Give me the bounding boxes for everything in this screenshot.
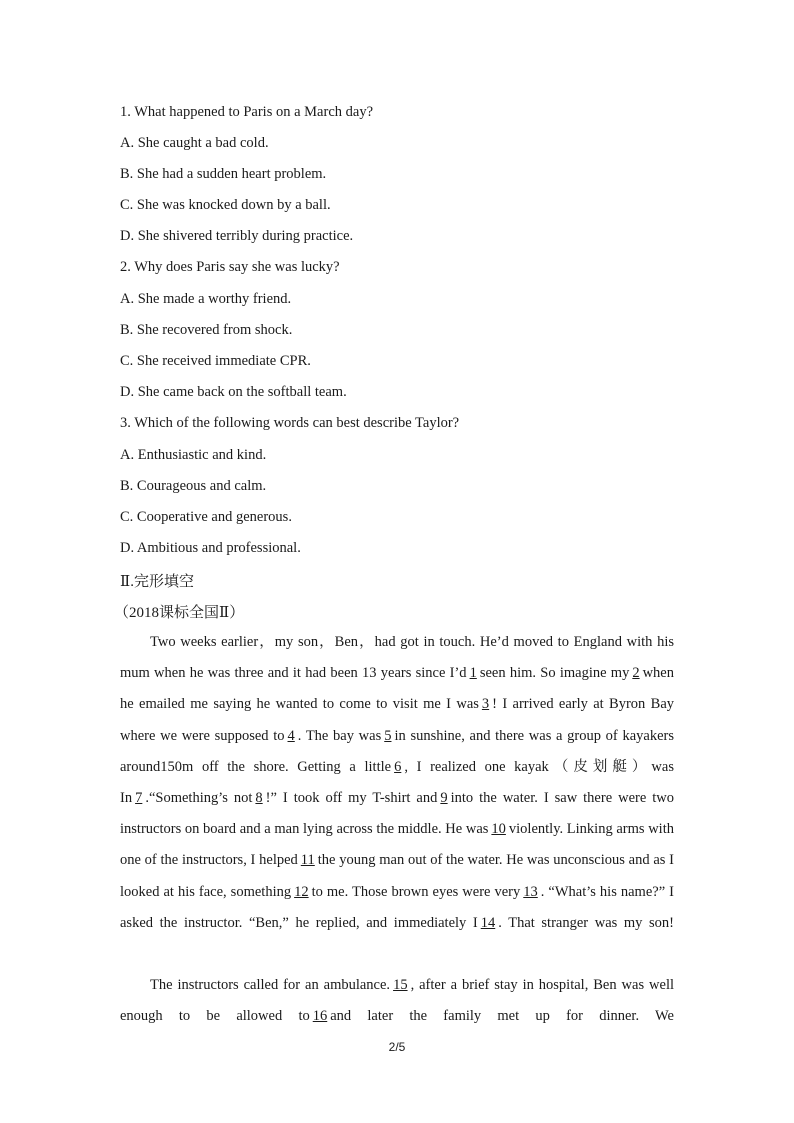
passage-paragraph-1: Two weeks earlier，my son，Ben，had got in touch. He’d moved to England with his mum when he was three and it had been 13 years since I’d 1 seen him. So imagine my 2 when he emailed me saying he wanted to come to visit me I was 3 ! I arrived early at Byron Bay where we were supposed to 4 . The bay was 5 in sunshine, and there was a group of kayakers around150m off the shore. Getting a little 6 , I realized one kayak（皮划艇）was In 7 .“Something’s not 8 !” I took off my T-shirt and 9 into the water. I saw there were two instructors on board and a man lying across the middle. He was 10 violently. Linking arms with one of the instructors, I helped 11 the young man out of the water. He was unconscious and as I looked at his face, something 12 to me. Those brown eyes were very 13 . “What’s his name?” I asked the instructor. “Ben,” he replied, and immediately I 14 . That stranger was my son! bbox=[120, 634, 675, 931]
blank-16: 16 bbox=[312, 1008, 328, 1025]
option-3b: B. Courageous and calm. bbox=[120, 478, 267, 494]
blank-3: 3 bbox=[481, 696, 490, 713]
option-3c: C. Cooperative and generous. bbox=[120, 509, 292, 525]
option-2d: D. She came back on the softball team. bbox=[120, 384, 347, 400]
question-1: 1. What happened to Paris on a March day? bbox=[120, 104, 373, 120]
blank-8: 8 bbox=[255, 790, 263, 807]
blank-5: 5 bbox=[384, 727, 392, 744]
blank-4: 4 bbox=[287, 727, 295, 744]
question-2: 2. Why does Paris say she was lucky? bbox=[120, 259, 340, 275]
source-label: （2018课标全国Ⅱ） bbox=[114, 605, 245, 621]
blank-10: 10 bbox=[491, 821, 506, 838]
option-2c: C. She received immediate CPR. bbox=[120, 353, 311, 369]
option-2a: A. She made a worthy friend. bbox=[120, 291, 292, 307]
option-1c: C. She was knocked down by a ball. bbox=[120, 197, 331, 213]
option-1d: D. She shivered terribly during practice. bbox=[120, 228, 354, 244]
option-3a: A. Enthusiastic and kind. bbox=[120, 447, 267, 463]
blank-2: 2 bbox=[632, 665, 640, 682]
blank-9: 9 bbox=[440, 790, 448, 807]
option-1b: B. She had a sudden heart problem. bbox=[120, 166, 327, 182]
page-number: 2/5 bbox=[388, 1040, 406, 1054]
blank-11: 11 bbox=[300, 852, 315, 869]
blank-6: 6 bbox=[394, 758, 402, 775]
blank-14: 14 bbox=[480, 914, 496, 931]
question-3: 3. Which of the following words can best describe Taylor? bbox=[120, 415, 460, 431]
option-3d: D. Ambitious and professional. bbox=[120, 540, 301, 556]
section-title: Ⅱ.完形填空 bbox=[120, 574, 194, 590]
blank-12: 12 bbox=[294, 883, 309, 900]
passage-paragraph-2: The instructors called for an ambulance. 15 , after a brief stay in hospital, Ben was well enough to be allowed to 16 and later the family met up for dinner. We bbox=[120, 977, 674, 1025]
blank-1: 1 bbox=[469, 665, 477, 682]
option-1a: A. She caught a bad cold. bbox=[120, 135, 269, 151]
blank-15: 15 bbox=[393, 977, 408, 993]
blank-13: 13 bbox=[523, 883, 538, 900]
option-2b: B. She recovered from shock. bbox=[120, 322, 293, 338]
blank-7: 7 bbox=[135, 790, 143, 807]
